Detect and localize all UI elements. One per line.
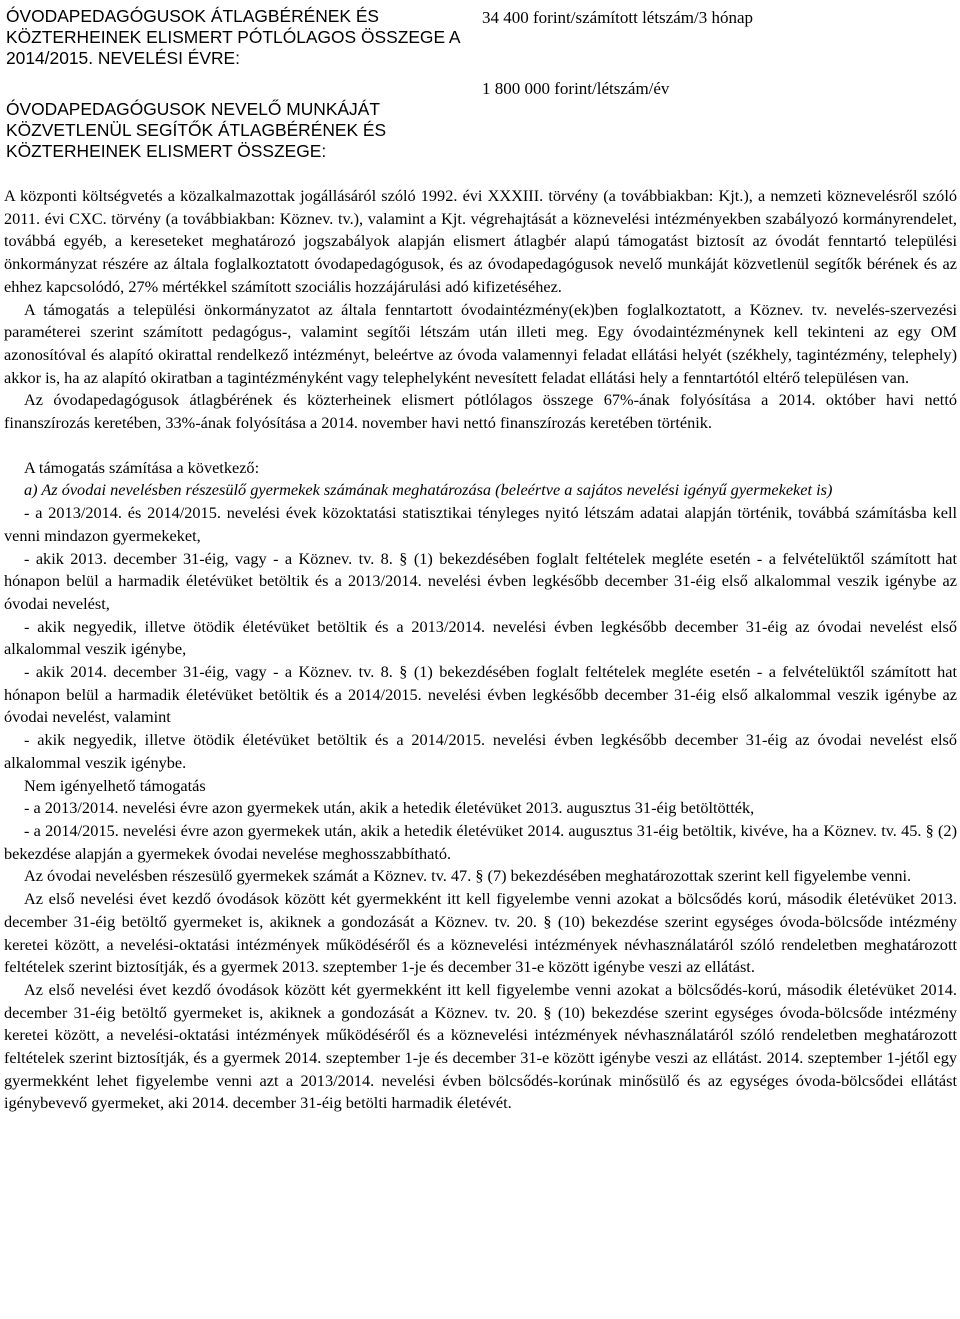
list-item: - akik negyedik, illetve ötödik életévüket betöltik és a 2014/2015. nevelési évben legkésőbb december 31-éig az óvodai nevelést első alkalommal veszik igénybe. bbox=[4, 730, 957, 772]
header-table bbox=[6, 6, 956, 162]
list-item: - a 2013/2014. nevelési évre azon gyermekek után, akik a hetedik életévüket 2013. augusztus 31-éig betöltötték, bbox=[24, 798, 755, 818]
paragraph: Az első nevelési évet kezdő óvodások között két gyermekként itt kell figyelembe venni azokat a bölcsődés korú, második életévüket 2013. december 31-éig betöltő gyermeket is, akiknek a gondozását a Köznev. tv. 20. § (10) bekezdése szerint egységes óvoda-bölcsőde intézmény keretei között, a nevelési-oktatási intézmények működéséről és a köznevelési intézmények névhasználatáról szóló rendeletben meghatározott feltételek szerint biztosítják, és a gyermek 2013. szeptember 1-je és december 31-e között igénybe veszi az ellátást. bbox=[4, 889, 957, 977]
pedagogues-value: 34 400 forint/számított létszám/3 hónap bbox=[482, 8, 754, 27]
paragraph: A központi költségvetés a közalkalmazottak jogállásáról szóló 1992. évi XXXIII. törvény (a továbbiakban: Kjt.), a nemzeti köznevelésről szóló 2011. évi CXC. törvény (a továbbiakban: Köznev. tv.), valamint a Kjt. végrehajtását a köznevelési intézményekben szabályozó kormányrendelet, továbbá egyéb, a kereseteket meghatározó jogszabályok alapján elismert átlagbér alapú támogatást biztosít az óvodát fenntartó települési önkormányzat részére az általa foglalkoztatott óvodapedagógusok, és az óvodapedagógusok nevelő munkáját közvetlenül segítők bérének és az ehhez kapcsolódó, 27% mértékkel számított szociális hozzájárulási adó kifizetéséhez. bbox=[4, 186, 957, 296]
pedagogues-label: ÓVODAPEDAGÓGUSOK ÁTLAGBÉRÉNEK ÉS KÖZTERHEINEK ELISMERT PÓTLÓLAGOS ÖSSZEGE A 2014/2015. NEVELÉSI ÉVRE: bbox=[6, 6, 460, 68]
header-row-pedagogues bbox=[6, 6, 956, 99]
paragraph: Az óvodapedagógusok átlagbérének és közterheinek elismert pótlólagos összege 67%-ának folyósítása a 2014. október havi nettó finanszírozás keretében, 33%-ának folyósítása a 2014. november havi nettó finanszírozás keretében történik. bbox=[4, 390, 957, 433]
subsection-heading: a) Az óvodai nevelésben részesülő gyermekek számának meghatározása (beleértve a sajátos nevelési igényű gyermekeket is) bbox=[24, 480, 833, 500]
document-body bbox=[4, 185, 957, 1115]
assistants-label: ÓVODAPEDAGÓGUSOK NEVELŐ MUNKÁJÁT KÖZVETLENÜL SEGÍTŐK ÁTLAGBÉRÉNEK ÉS KÖZTERHEINEK ELISMERT ÖSSZEGE: bbox=[6, 99, 387, 161]
list-item: - akik 2013. december 31-éig, vagy - a Köznev. tv. 8. § (1) bekezdésében foglalt feltételek megléte esetén - a felvételüktől számított hat hónapon belül a harmadik életévüket betöltik és a 2013/2014. nevelési évben legkésőbb december 31-éig első alkalommal veszik igénybe az óvodai nevelést, bbox=[4, 548, 957, 613]
paragraph: A támogatás a települési önkormányzatot az általa fenntartott óvodaintézmény(ek)ben foglalkoztatott, a Köznev. tv. nevelés-szervezési paraméterei szerint számított pedagógus-, valamint segítői létszám után illeti meg. Egy óvodaintézménynek kell tekinteni az egy OM azonosítóval és alapító okirattal rendelkező intézményt, beleértve az óvoda valamennyi feladat ellátási helyét (székhely, tagintézmény, telephely) akkor is, ha az alapító okiratban a tagintézményként vagy telephelyként nevesített feladat ellátási hely a fenntartótól eltérő településen van. bbox=[4, 299, 957, 387]
header-row-assistants bbox=[6, 99, 956, 162]
paragraph: Az óvodai nevelésben részesülő gyermekek számát a Köznev. tv. 47. § (7) bekezdésében meghatározottak szerint kell figyelembe venni. bbox=[24, 866, 912, 886]
paragraph: Nem igényelhető támogatás bbox=[24, 775, 206, 795]
list-item: - akik 2014. december 31-éig, vagy - a Köznev. tv. 8. § (1) bekezdésében foglalt feltételek megléte esetén - a felvételüktől számított hat hónapon belül a harmadik életévüket betöltik és a 2014/2015. nevelési évben legkésőbb december 31-éig első alkalommal veszik igénybe az óvodai nevelést, valamint bbox=[4, 662, 957, 727]
spacer bbox=[4, 435, 957, 457]
section-heading: A támogatás számítása a következő: bbox=[24, 457, 260, 477]
list-item: - a 2013/2014. és 2014/2015. nevelési évek közoktatási statisztikai tényleges nyitó létszám adatai alapján történik, továbbá számításba kell venni mindazon gyermekeket, bbox=[4, 503, 957, 545]
list-item: - akik negyedik, illetve ötödik életévüket betöltik és a 2013/2014. nevelési évben legkésőbb december 31-éig az óvodai nevelést első alkalommal veszik igénybe, bbox=[4, 616, 957, 659]
list-item: - a 2014/2015. nevelési évre azon gyermekek után, akik a hetedik életévüket 2014. augusztus 31-éig betöltik, kivéve, ha a Köznev. tv. 45. § (2) bekezdése alapján a gyermekek óvodai nevelése meghosszabbítható. bbox=[4, 820, 957, 863]
assistants-value: 1 800 000 forint/létszám/év bbox=[482, 79, 670, 98]
paragraph: Az első nevelési évet kezdő óvodások között két gyermekként itt kell figyelembe venni azokat a bölcsődés-korú, második életévüket 2014. december 31-éig betöltő gyermeket is, akiknek a gondozását a Köznev. tv. 20. § (10) bekezdése szerint egységes óvoda-bölcsőde intézmény keretei között, a nevelési-oktatási intézmények működéséről és a köznevelési intézmények névhasználatáról szóló rendeletben meghatározott feltételek szerint biztosítják, és a gyermek 2014. szeptember 1-je és december 31-e között igénybe veszi az ellátást. 2014. szeptember 1-jétől egy gyermekként lehet figyelembe venni azt a 2013/2014. nevelési évben bölcsődés-korúnak minősülő és az egységes óvoda-bölcsődei ellátást igénybevevő gyermeket, aki 2014. december 31-éig betölti harmadik életévét. bbox=[4, 979, 957, 1113]
values-cell bbox=[476, 6, 753, 99]
